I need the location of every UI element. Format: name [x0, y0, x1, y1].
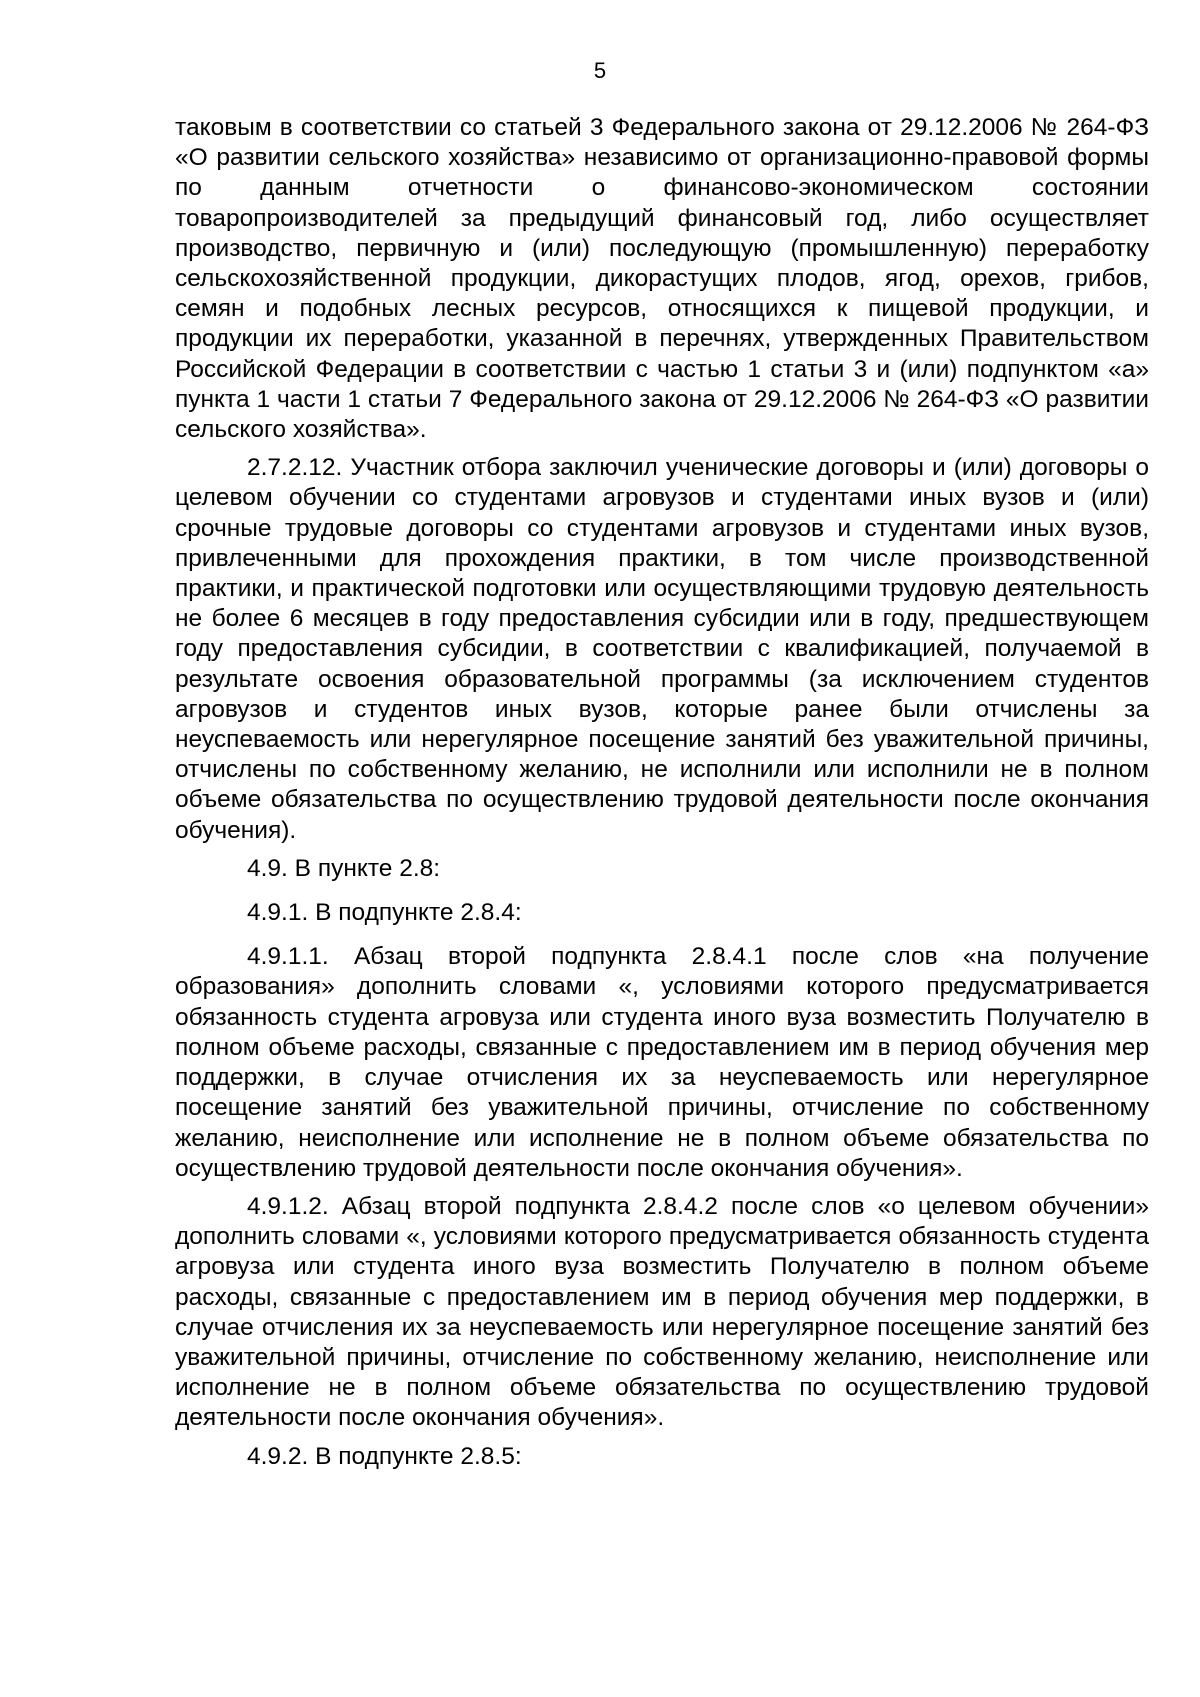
paragraph-4-9-1-1: 4.9.1.1. Абзац второй подпункта 2.8.4.1 после слов «на получение образования» дополнить словами «, условиями которого предусматривается обязанность студента агровуза или студента иного вуза возместить Получателю в полном объеме расходы, связанные с предоставлением им в период обучения мер поддержки, в случае отчисления их за неуспеваемость или нерегулярное посещение занятий без уважительной причины, отчисление по собственному желанию, неисполнение или исполнение не в полном объеме обязательства по осуществлению трудовой деятельности после окончания обучения». [175, 943, 1149, 1182]
document-body [175, 113, 1149, 1480]
paragraph-4-9: 4.9. В пункте 2.8: [247, 854, 441, 882]
paragraph-4-9-1: 4.9.1. В подпункте 2.8.4: [247, 899, 522, 927]
paragraph-4-9-1-2: 4.9.1.2. Абзац второй подпункта 2.8.4.2 после слов «о целевом обучении» дополнить словами «, условиями которого предусматривается обязанность студента агровуза или студента иного вуза возместить Получателю в полном объеме расходы, связанные с предоставлением им в период обучения мер поддержки, в случае отчисления их за неуспеваемость или нерегулярное посещение занятий без уважительной причины, отчисление по собственному желанию, неисполнение или исполнение не в полном объеме обязательства по осуществлению трудовой деятельности после окончания обучения». [175, 1192, 1149, 1432]
page-number: 5 [593, 58, 607, 83]
paragraph-continuation: таковым в соответствии со статьей 3 Федерального закона от 29.12.2006 № 264-ФЗ «О развитии сельского хозяйства» независимо от организационно-правовой формы по данным отчетности о финансово-экономическом состоянии товаропроизводителей за предыдущий финансовый год, либо осуществляет производство, первичную и (или) последующую (промышленную) переработку сельскохозяйственной продукции, дикорастущих плодов, ягод, орехов, грибов, семян и подобных лесных ресурсов, относящихся к пищевой продукции, и продукции их переработки, указанной в перечнях, утвержденных Правительством Российской Федерации в соответствии с частью 1 статьи 3 и (или) подпунктом «а» пункта 1 части 1 статьи 7 Федерального закона от 29.12.2006 № 264-ФЗ «О развитии сельского хозяйства». [175, 114, 1149, 444]
paragraph-2-7-2-12: 2.7.2.12. Участник отбора заключил ученические договоры и (или) договоры о целевом обучении со студентами агровузов и студентами иных вузов и (или) срочные трудовые договоры со студентами агровузов и студентами иных вузов, привлеченными для прохождения практики, в том числе производственной практики, и практической подготовки или осуществляющими трудовую деятельность не более 6 месяцев в году предоставления субсидии или в году, предшествующем году предоставления субсидии, в соответствии с квалификацией, получаемой в результате освоения образовательной программы (за исключением студентов агровузов и студентов иных вузов, которые ранее были отчислены за неуспеваемость или нерегулярное посещение занятий без уважительной причины, отчислены по собственному желанию, не исполнили или исполнили не в полном объеме обязательства по осуществлению трудовой деятельности после окончания обучения). [175, 454, 1149, 844]
paragraph-4-9-2: 4.9.2. В подпункте 2.8.5: [247, 1442, 522, 1470]
